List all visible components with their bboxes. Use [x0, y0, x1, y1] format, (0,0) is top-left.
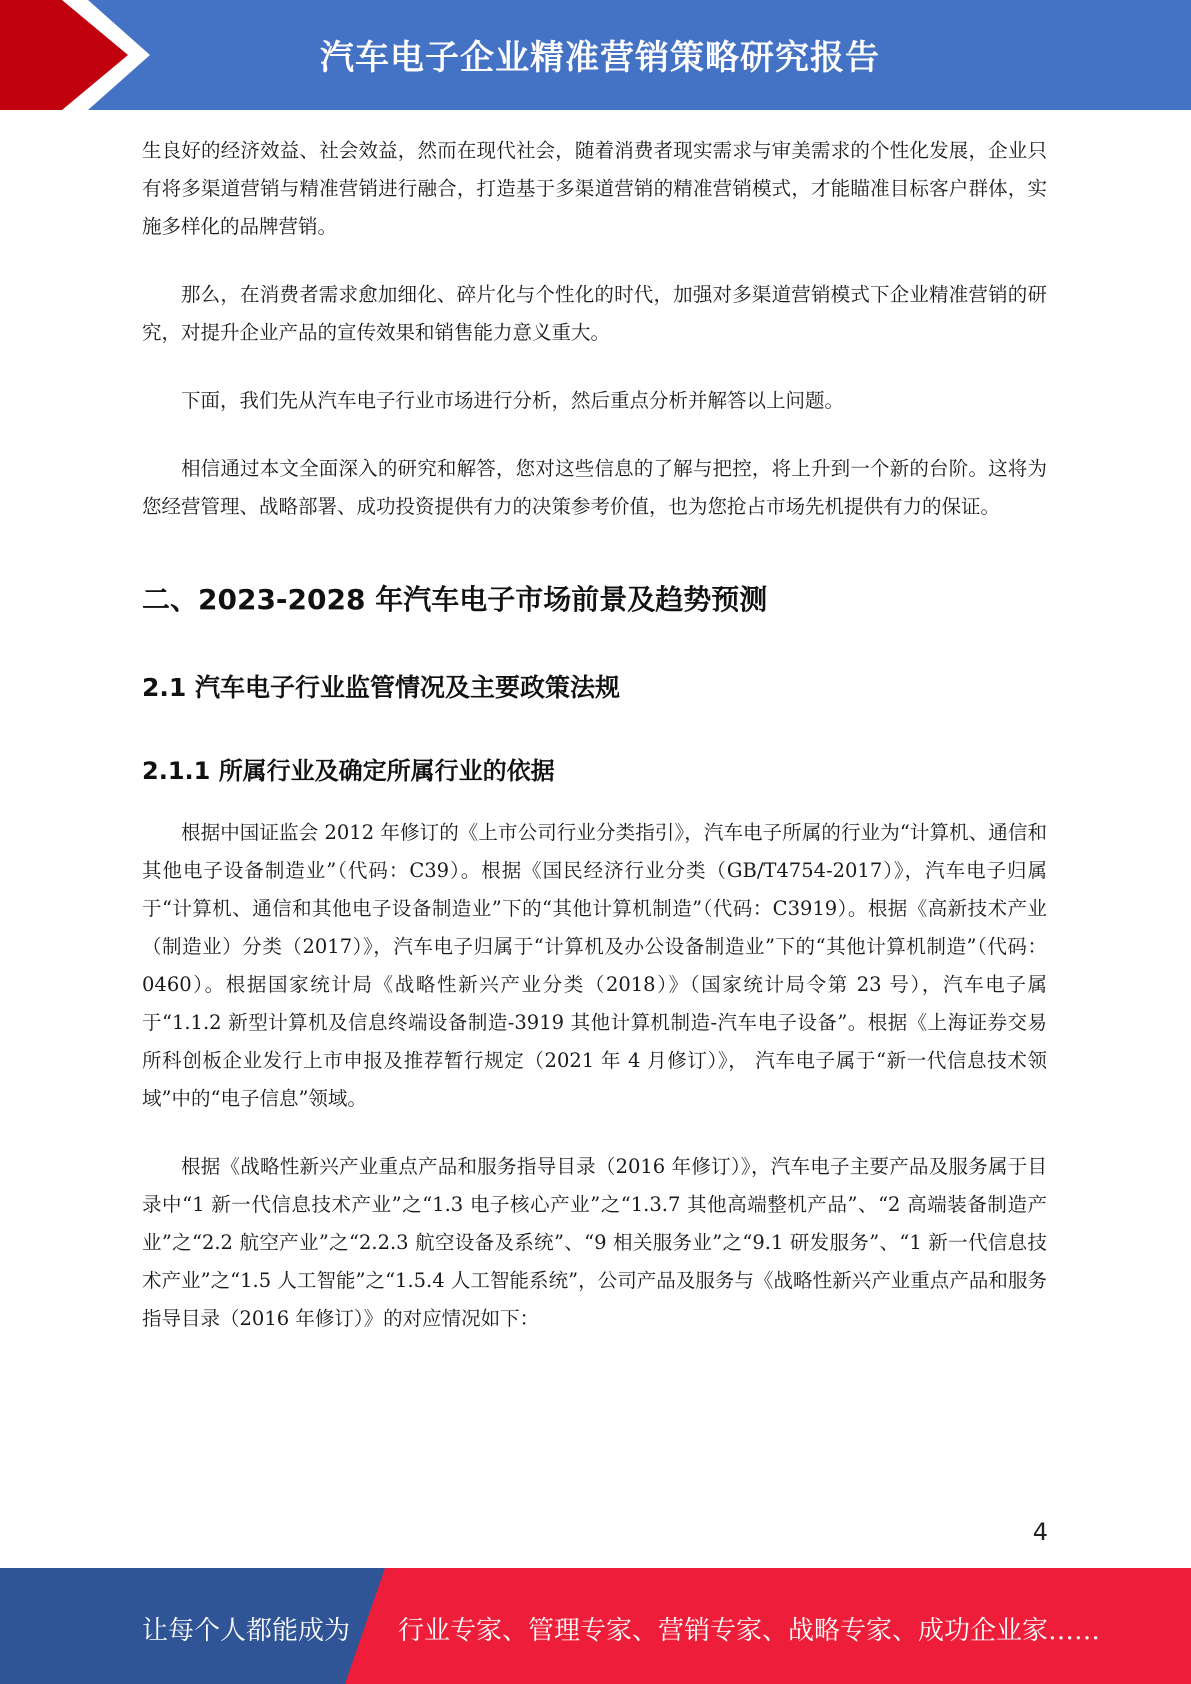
- subsection-heading: 2.1 汽车电子行业监管情况及主要政策法规: [142, 673, 620, 702]
- paragraph: 生良好的经济效益、社会效益，然而在现代社会，随着消费者现实需求与审美需求的个性化发展，企业只有将多渠道营销与精准营销进行融合，打造基于多渠道营销的精准营销模式，才能瞄准目标客户群体，实施多样化的品牌营销。: [142, 139, 1047, 238]
- report-title: 汽车电子企业精准营销策略研究报告: [320, 38, 880, 78]
- page-header: [0, 0, 1191, 110]
- paragraph: 下面，我们先从汽车电子行业市场进行分析，然后重点分析并解答以上问题。: [181, 389, 845, 412]
- footer-slogan-left: 让每个人都能成为: [142, 1616, 351, 1646]
- paragraph: 那么，在消费者需求愈加细化、碎片化与个性化的时代，加强对多渠道营销模式下企业精准营销的研究，对提升企业产品的宣传效果和销售能力意义重大。: [142, 283, 1047, 344]
- paragraph: 根据《战略性新兴产业重点产品和服务指导目录（2016 年修订）》，汽车电子主要产品及服务属于目录中“1 新一代信息技术产业”之“1.3 电子核心产业”之“1.3.7 其他高端整机产品”、“2 高端装备制造产业”之“2.2 航空产业”之“2.2.3 航空设备及系统”、“9 相关服务业”之“9.1 研发服务”、“1 新一代信息技术产业”之“1.5 人工智能”之“1.5.4 人工智能系统”，公司产品及服务与《战略性新兴产业重点产品和服务指导目录（2016 年修订）》的对应情况如下：: [142, 1155, 1047, 1330]
- section-heading: 二、2023-2028 年汽车电子市场前景及趋势预测: [142, 583, 768, 616]
- page-content: [142, 132, 1047, 1368]
- footer-slogan-right: 行业专家、管理专家、营销专家、战略专家、成功企业家……: [398, 1616, 1101, 1646]
- subsubsection-heading: 2.1.1 所属行业及确定所属行业的依据: [142, 757, 555, 785]
- paragraph: 相信通过本文全面深入的研究和解答，您对这些信息的了解与把控，将上升到一个新的台阶。这将为您经营管理、战略部署、成功投资提供有力的决策参考价值，也为您抢占市场先机提供有力的保证。: [142, 457, 1047, 518]
- page-number: 4: [1032, 1518, 1048, 1546]
- page-footer: [0, 1568, 1191, 1684]
- paragraph: 根据中国证监会 2012 年修订的《上市公司行业分类指引》，汽车电子所属的行业为“计算机、通信和其他电子设备制造业”（代码：C39）。根据《国民经济行业分类（GB/T4754-2017）》，汽车电子归属于“计算机、通信和其他电子设备制造业”下的“其他计算机制造”（代码：C3919）。根据《高新技术产业（制造业）分类（2017）》，汽车电子归属于“计算机及办公设备制造业”下的“其他计算机制造”（代码：0460）。根据国家统计局《战略性新兴产业分类（2018）》（国家统计局令第 23 号），汽车电子属于“1.1.2 新型计算机及信息终端设备制造-3919 其他计算机制造-汽车电子设备”。根据《上海证券交易所科创板企业发行上市申报及推荐暂行规定（2021 年 4 月修订）》， 汽车电子属于“新一代信息技术领域”中的“电子信息”领域。: [142, 821, 1047, 1110]
